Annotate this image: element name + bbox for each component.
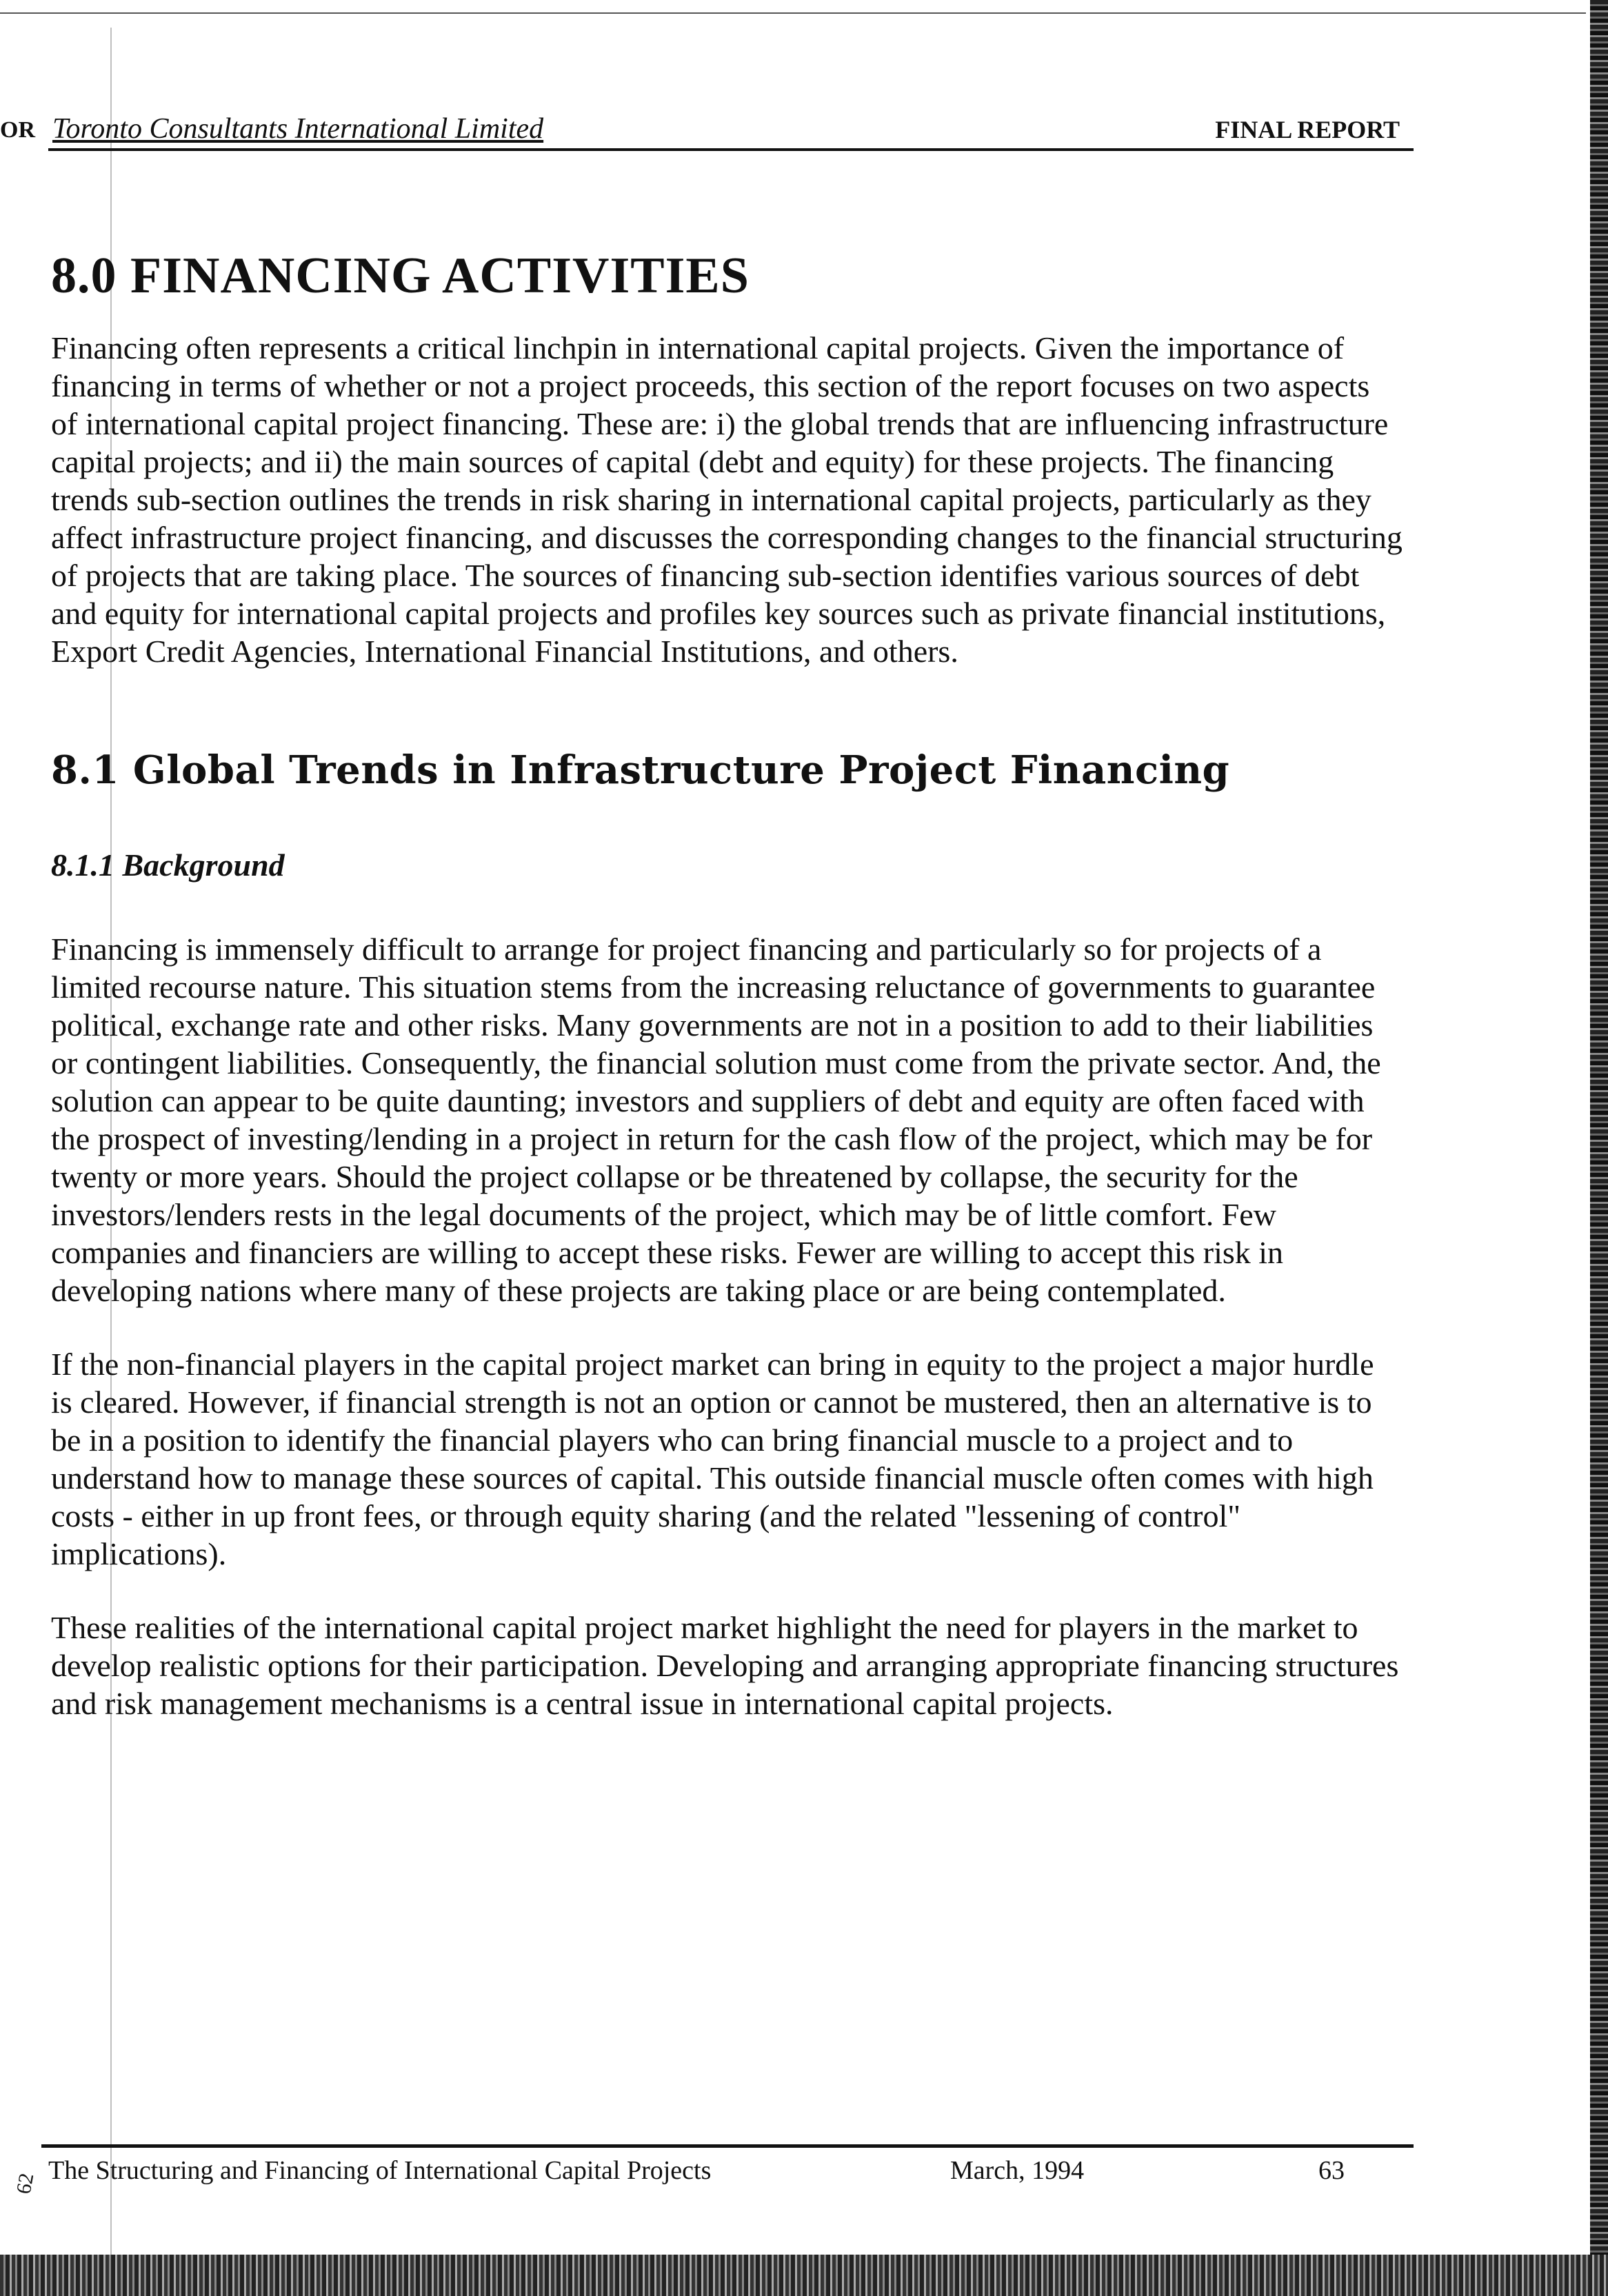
- page-footer: [41, 2151, 1414, 2193]
- paragraph: These realities of the international capital project market highlight the need for players in the market to develop realistic options for their participation. Developing and arranging appropriate financing structures and risk management mechanisms is a central issue in international capital projects.: [51, 1610, 1399, 1722]
- scan-right-edge: [1590, 0, 1608, 2296]
- section-title: 8.0 FINANCING ACTIVITIES: [51, 248, 750, 304]
- side-page-number: 62: [12, 2171, 39, 2196]
- left-margin-text: OR: [0, 117, 35, 143]
- header-rule: [48, 148, 1414, 151]
- scan-top-line: [0, 12, 1586, 14]
- subsubsection-title: 8.1.1 Background: [51, 847, 285, 883]
- paragraph: Financing is immensely difficult to arrange for project financing and particularly so for projects of a limited recourse nature. This situation stems from the increasing reluctance of governments to guarantee political, exchange rate and other risks. Many governments are not in a position to add to their liabilities or contingent liabilities. Consequently, the financial solution must come from the private sector. And, the solution can appear to be quite daunting; investors and suppliers of debt and equity are often faced with the prospect of investing/lending in a project in return for the cash flow of the project, which may be for twenty or more years. Should the project collapse or be threatened by collapse, the security for the investors/lenders rests in the legal documents of the project, which may be of little comfort. Few companies and financiers are willing to accept these risks. Fewer are willing to accept this risk in developing nations where many of these projects are taking place or are being contemplated.: [51, 932, 1381, 1309]
- intro-paragraph: Financing often represents a critical linchpin in international capital projects. Given the importance of financing in terms of whether or not a project proceeds, this section of the report focuses on two aspects of international capital project financing. These are: i) the global trends that are influencing infrastructure capital projects; and ii) the main sources of capital (debt and equity) for these projects. The financing trends sub-section outlines the trends in risk sharing in international capital projects, particularly as they affect infrastructure project financing, and discusses the corresponding changes to the financial structuring of projects that are taking place. The sources of financing sub-section identifies various sources of debt and equity for international capital projects and profiles key sources such as private financial institutions, Export Credit Agencies, International Financial Institutions, and others.: [51, 330, 1403, 669]
- page-number: 63: [1318, 2156, 1345, 2185]
- scan-bottom-edge: [0, 2255, 1608, 2296]
- report-label: FINAL REPORT: [1215, 116, 1400, 143]
- main-content: [51, 248, 1403, 1722]
- footer-date: March, 1994: [950, 2156, 1085, 2185]
- footer-title: The Structuring and Financing of International Capital Projects: [48, 2156, 712, 2185]
- page-header: [48, 107, 1414, 148]
- footer-rule: [41, 2144, 1414, 2148]
- paragraph: If the non-financial players in the capital project market can bring in equity to the project a major hurdle is cleared. However, if financial strength is not an option or cannot be mustered, then an alternative is to be in a position to identify the financial players who can bring financial muscle to a project and to understand how to manage these sources of capital. This outside financial muscle often comes with high costs - either in up front fees, or through equity sharing (and the related "lessening of control" implications).: [51, 1347, 1374, 1572]
- company-name: Toronto Consultants International Limited: [52, 113, 544, 145]
- subsection-title: 8.1 Global Trends in Infrastructure Project Financing: [51, 747, 1230, 794]
